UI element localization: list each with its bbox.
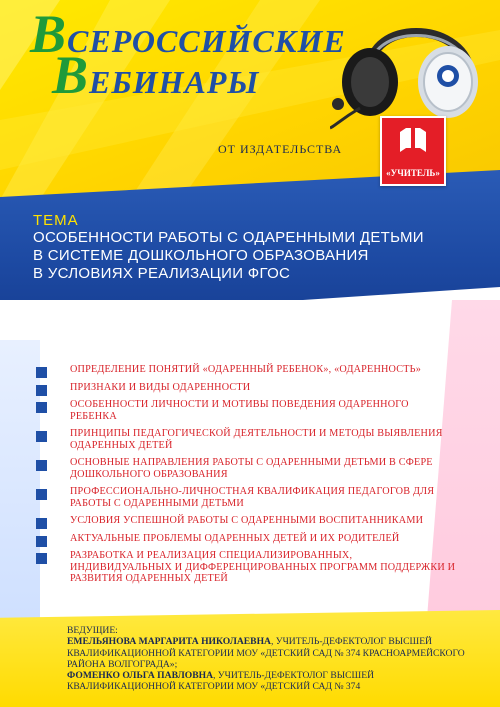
- list-item: АКТУАЛЬНЫЕ ПРОБЛЕМЫ ОДАРЕННЫХ ДЕТЕЙ И ИХ РОДИТЕЛЕЙ: [36, 533, 456, 545]
- bullet-square-icon: [36, 385, 47, 396]
- bullet-square-icon: [36, 553, 47, 564]
- list-item: РАЗРАБОТКА И РЕАЛИЗАЦИЯ СПЕЦИАЛИЗИРОВАННЫХ, ИНДИВИДУАЛЬНЫХ И ДИФФЕРЕНЦИРОВАННЫХ ПРОГРАММ ПОДДЕРЖКИ И РАЗВИТИЯ ОДАРЕННЫХ ДЕТЕЙ: [36, 550, 456, 585]
- list-item: ПРИЗНАКИ И ВИДЫ ОДАРЕННОСТИ: [36, 382, 456, 394]
- title-line-1: ВСЕРОССИЙСКИЕ: [30, 4, 346, 64]
- bullet-square-icon: [36, 402, 47, 413]
- bullet-square-icon: [36, 518, 47, 529]
- speaker-2-name: ФОМЕНКО ОЛЬГА ПАВЛОВНА: [67, 670, 213, 682]
- list-item: ПРОФЕССИОНАЛЬНО-ЛИЧНОСТНАЯ КВАЛИФИКАЦИЯ ПЕДАГОГОВ ДЛЯ РАБОТЫ С ОДАРЕННЫМИ ДЕТЬМИ: [36, 486, 456, 509]
- bullet-square-icon: [36, 536, 47, 547]
- left-accent: [0, 340, 40, 620]
- logo-text: «УЧИТЕЛЬ»: [386, 168, 440, 178]
- speaker-2: [67, 670, 374, 692]
- publisher-logo: [380, 116, 446, 186]
- title-line-2: ВЕБИНАРЫ: [52, 45, 260, 105]
- speaker-1-description: , УЧИТЕЛЬ-ДЕФЕКТОЛОГ ВЫСШЕЙ КВАЛИФИКАЦИОННОЙ КАТЕГОРИИ МОУ «ДЕТСКИЙ САД № 374 КРАСНОАРМЕЙСКОГО РАЙОНА ВОЛГОГРАДА»;: [67, 636, 465, 670]
- topic-title-line: В СИСТЕМЕ ДОШКОЛЬНОГО ОБРАЗОВАНИЯ: [33, 247, 369, 264]
- bullet-square-icon: [36, 367, 47, 378]
- speakers-label: ВЕДУЩИЕ:: [67, 625, 118, 636]
- bullet-square-icon: [36, 489, 47, 500]
- speaker-1: [67, 636, 465, 670]
- bullet-square-icon: [36, 460, 47, 471]
- book-icon: [382, 118, 444, 162]
- program-list: [36, 364, 456, 585]
- speaker-2-description: , УЧИТЕЛЬ-ДЕФЕКТОЛОГ ВЫСШЕЙ КВАЛИФИКАЦИОННОЙ КАТЕГОРИИ МОУ «ДЕТСКИЙ САД № 374: [67, 670, 374, 693]
- speakers-block: [67, 625, 467, 693]
- bullet-square-icon: [36, 431, 47, 442]
- list-item: ОСНОВНЫЕ НАПРАВЛЕНИЯ РАБОТЫ С ОДАРЕННЫМИ ДЕТЬМИ В СФЕРЕ ДОШКОЛЬНОГО ОБРАЗОВАНИЯ: [36, 457, 456, 480]
- poster-title: [30, 4, 346, 105]
- topic-title-line: ОСОБЕННОСТИ РАБОТЫ С ОДАРЕННЫМИ ДЕТЬМИ: [33, 229, 424, 246]
- topic-title-line: В УСЛОВИЯХ РЕАЛИЗАЦИИ ФГОС: [33, 265, 291, 282]
- speaker-1-name: ЕМЕЛЬЯНОВА МАРГАРИТА НИКОЛАЕВНА: [67, 636, 271, 648]
- topic-label: ТЕМА: [33, 212, 79, 229]
- list-item: ОПРЕДЕЛЕНИЕ ПОНЯТИЙ «ОДАРЕННЫЙ РЕБЕНОК», «ОДАРЕННОСТЬ»: [36, 364, 456, 376]
- list-item: УСЛОВИЯ УСПЕШНОЙ РАБОТЫ С ОДАРЕННЫМИ ВОСПИТАННИКАМИ: [36, 515, 456, 527]
- headset-illustration: [330, 0, 500, 130]
- topic-title: [33, 229, 483, 283]
- list-item: ПРИНЦИПЫ ПЕДАГОГИЧЕСКОЙ ДЕЯТЕЛЬНОСТИ И МЕТОДЫ ВЫЯВЛЕНИЯ ОДАРЕННЫХ ДЕТЕЙ: [36, 428, 456, 451]
- publisher-label: ОТ ИЗДАТЕЛЬСТВА: [218, 142, 343, 156]
- list-item: ОСОБЕННОСТИ ЛИЧНОСТИ И МОТИВЫ ПОВЕДЕНИЯ ОДАРЕННОГО РЕБЕНКА: [36, 399, 456, 422]
